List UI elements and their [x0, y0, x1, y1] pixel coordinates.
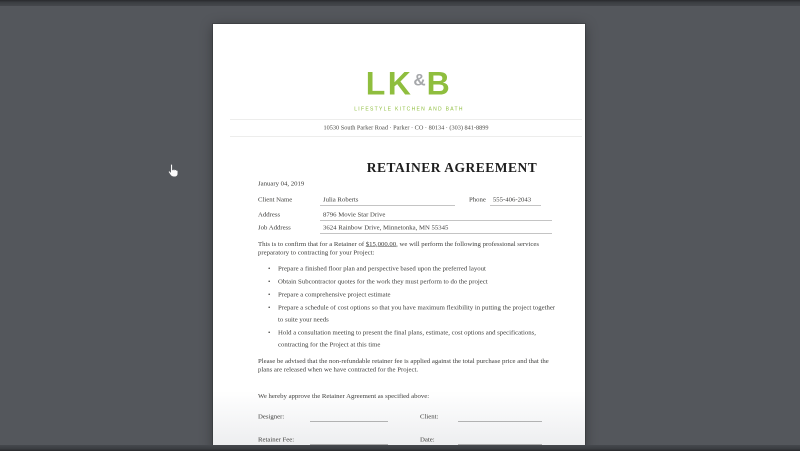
notice-paragraph: Please be advised that the non-refundable retainer fee is applied against the total purchase price and that the plans are released when we have contracted for the Project. [258, 357, 549, 373]
address-row [258, 211, 560, 221]
top-letterbox-bar [0, 0, 800, 6]
intro-paragraph [258, 240, 560, 257]
logo-tagline: LIFESTYLE KITCHEN AND BATH [354, 106, 464, 112]
date-line [458, 437, 542, 446]
list-item: • Hold a consultation meeting to present the final plans, estimate, cost options and specifications, contracting for the Project at this time [258, 327, 560, 351]
intro-text-post: , we will perform the following professional services preparatory to contracting for your Project: [258, 240, 540, 256]
company-address: 10530 South Parker Road · Parker · CO · 80134 · (303) 841-8899 [323, 124, 489, 131]
company-logo [258, 66, 560, 107]
client-name-row [258, 196, 560, 206]
job-address-row [258, 224, 560, 234]
address-bar [230, 119, 582, 137]
job-address-label: Job Address [258, 223, 291, 231]
logo-text-b: B [426, 65, 453, 102]
client-fields [258, 196, 560, 234]
bottom-letterbox-bar [0, 445, 800, 451]
retainer-fee-line [310, 437, 388, 446]
retainer-amount: $15,000.00 [365, 240, 397, 248]
document-date: January 04, 2019 [258, 179, 305, 187]
retainer-fee-row [258, 435, 388, 445]
intro-text-pre: This is to confirm that for a Retainer of [258, 240, 366, 248]
designer-signature-line [310, 414, 388, 423]
job-address-value: 3624 Rainbow Drive, Minnetonka, MN 55345 [320, 224, 552, 234]
phone-value: 555-406-2043 [490, 196, 541, 206]
client-name-label: Client Name [258, 195, 293, 203]
document-page[interactable] [213, 24, 585, 451]
hand-cursor-icon [165, 162, 182, 179]
address-label: Address [258, 210, 281, 218]
document-title: RETAINER AGREEMENT [366, 160, 538, 175]
list-item: • Prepare a finished floor plan and perspective based upon the preferred layout [258, 263, 560, 275]
approval-paragraph: We hereby approve the Retainer Agreement as specified above: [258, 392, 430, 400]
designer-label: Designer: [258, 412, 285, 420]
client-name-value: Julia Roberts [320, 196, 455, 206]
list-item: • Obtain Subcontractor quotes for the work they must perform to do the project [258, 276, 560, 288]
client-signature-line [458, 414, 542, 423]
retainer-fee-label: Retainer Fee: [258, 435, 295, 443]
logo-text-lk: LK [365, 65, 414, 102]
client-label: Client: [420, 412, 439, 420]
list-item: • Prepare a schedule of cost options so that you have maximum flexibility in putting the project together to suite your needs [258, 302, 560, 326]
logo-ampersand: & [413, 70, 427, 90]
client-row [420, 412, 542, 422]
services-list [258, 263, 560, 351]
phone-label: Phone [469, 195, 486, 203]
date-label: Date: [420, 435, 435, 443]
document-content [213, 66, 585, 451]
designer-row [258, 412, 388, 422]
address-value: 8796 Movie Star Drive [320, 211, 552, 221]
date-row [420, 435, 542, 445]
list-item: • Prepare a comprehensive project estimate [258, 289, 560, 301]
